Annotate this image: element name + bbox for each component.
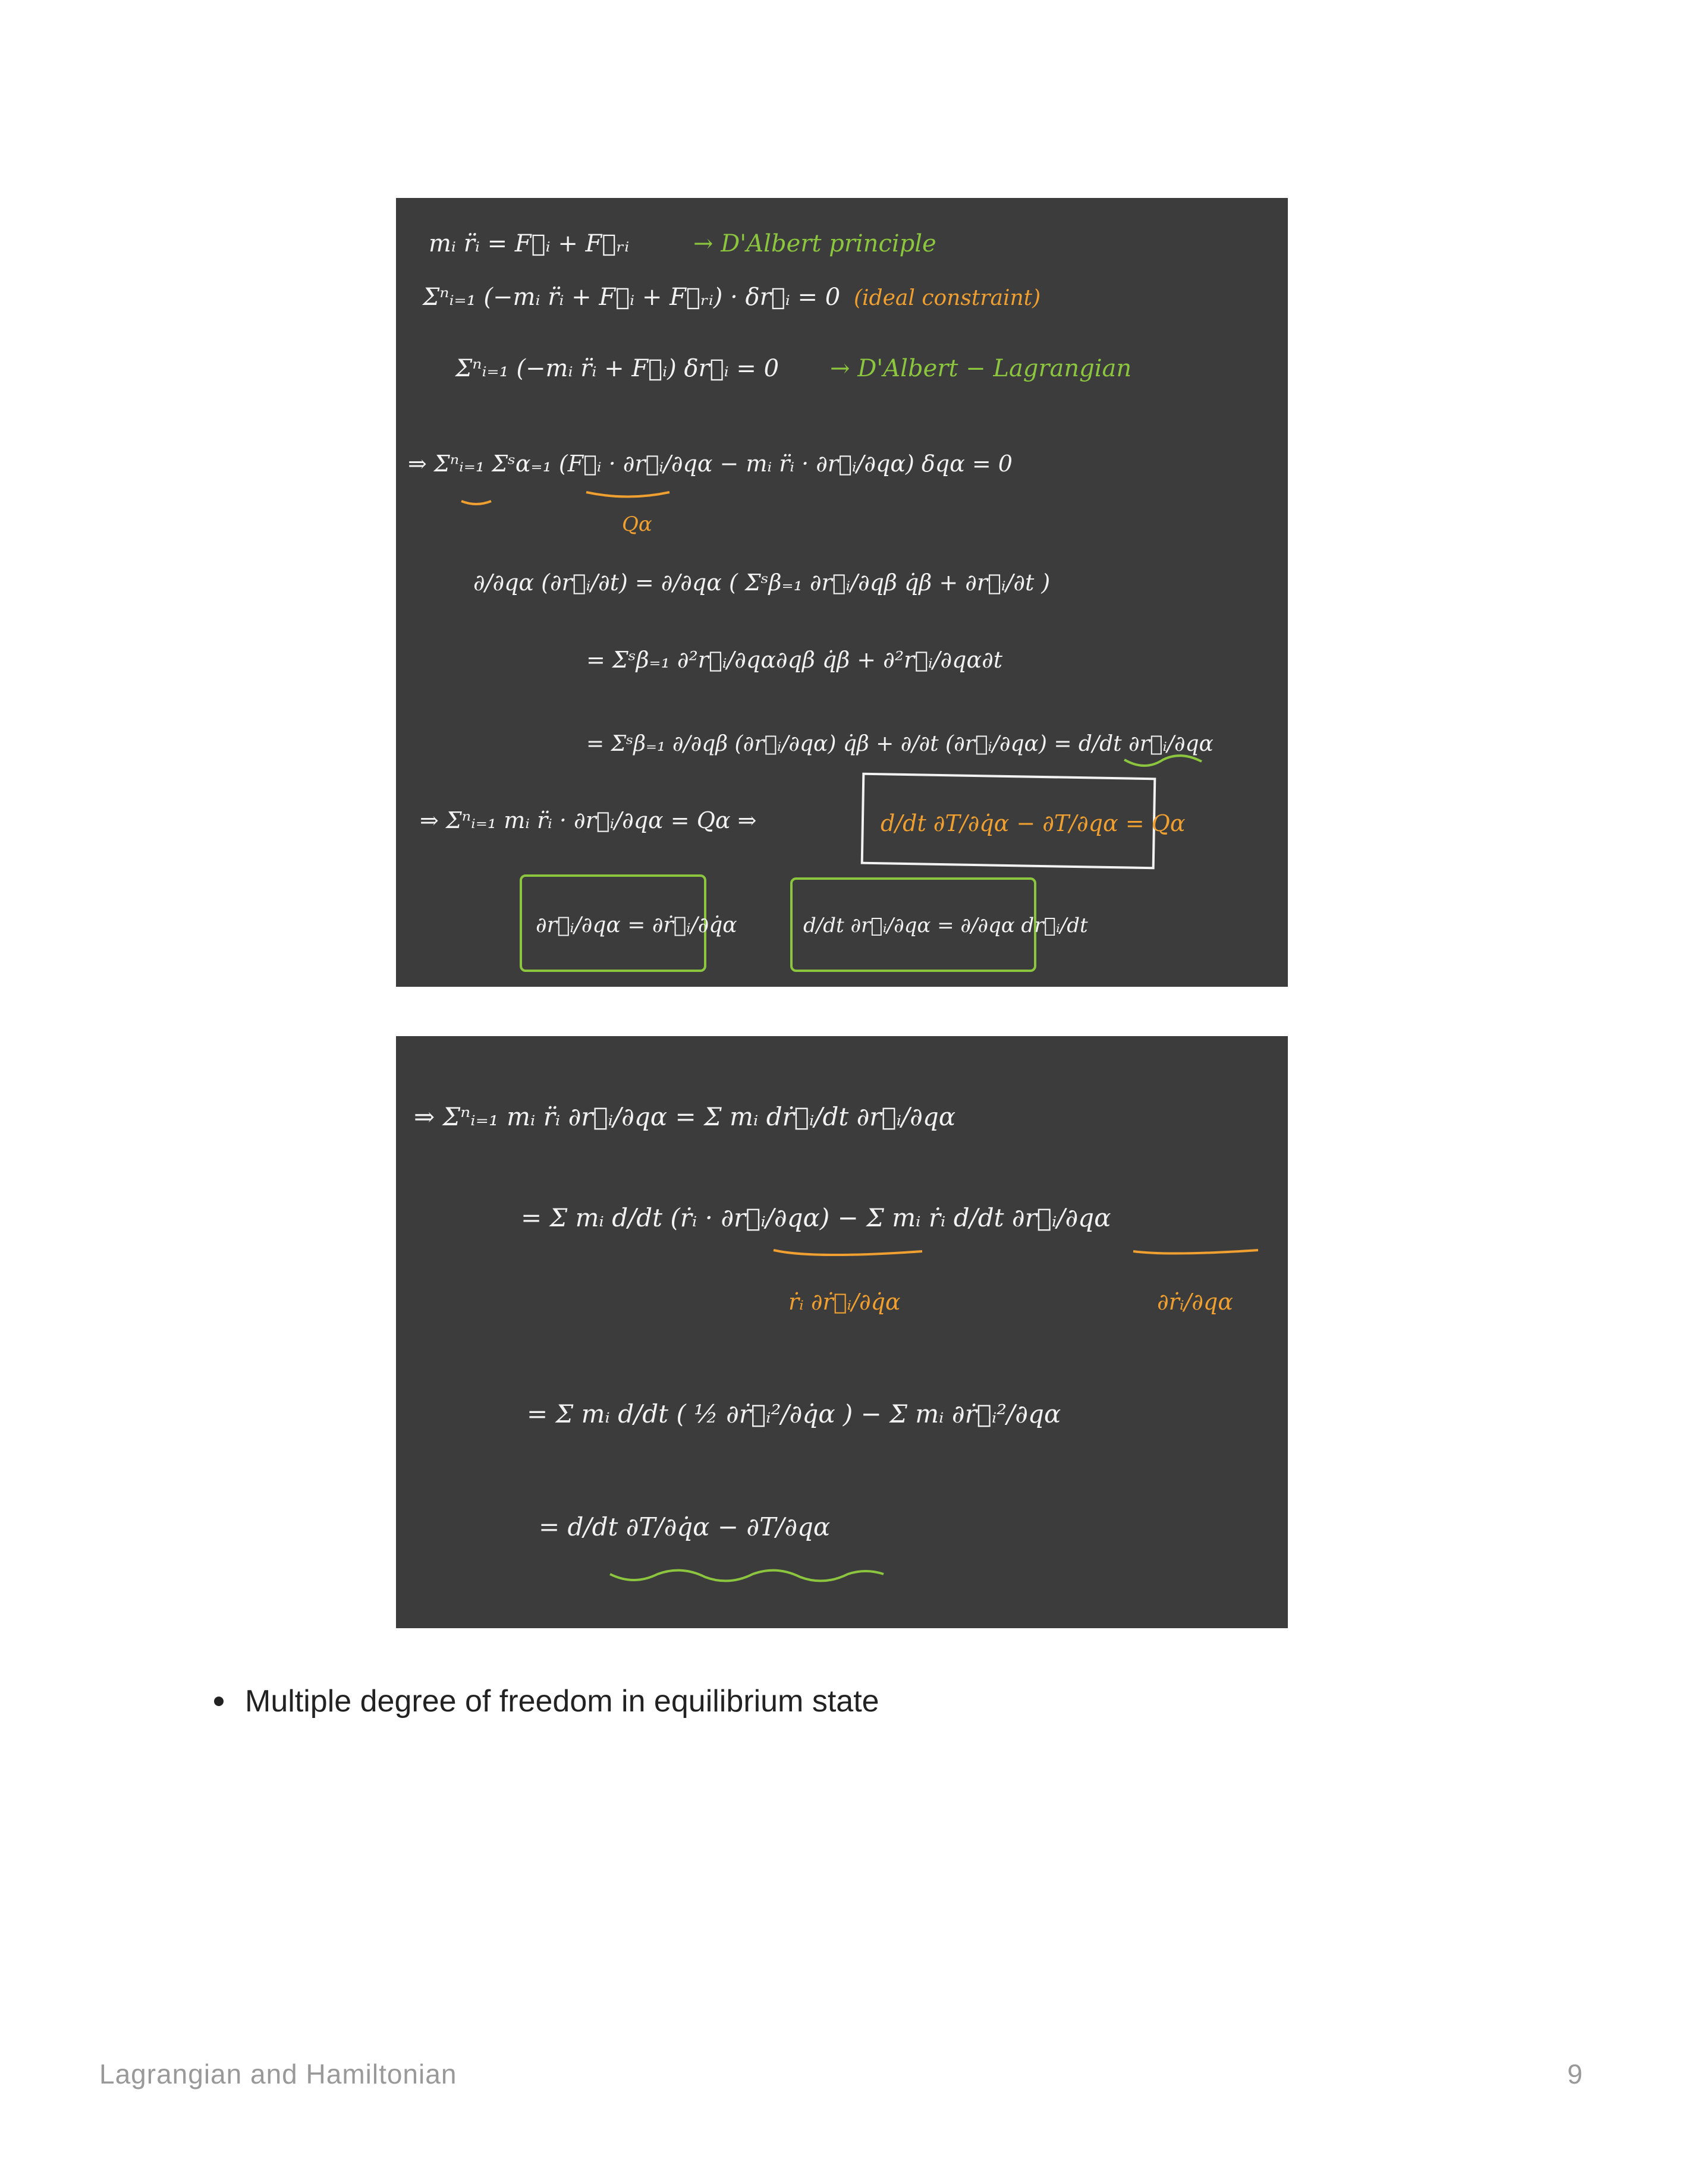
board1-line2: Σⁿᵢ₌₁ (−mᵢ r̈ᵢ + F⃗ᵢ + F⃗ᵣᵢ) · δr⃗ᵢ = 0 [423,284,841,311]
lecture-board-2 [396,1036,1288,1628]
board1-note1: → D'Albert principle [693,230,936,257]
board1-line5: ∂/∂qα (∂r⃗ᵢ/∂t) = ∂/∂qα ( Σˢβ₌₁ ∂r⃗ᵢ/∂qβ q̇β + ∂r⃗ᵢ/∂t ) [473,569,1051,596]
board1-line8: ⇒ Σⁿᵢ₌₁ mᵢ r̈ᵢ · ∂r⃗ᵢ/∂qα = Qα ⇒ [420,807,757,833]
bullet-dot-icon [214,1697,224,1706]
lecture-board-1 [396,198,1288,987]
board1-line1: mᵢ r̈ᵢ = F⃗ᵢ + F⃗ᵣᵢ [429,230,630,257]
footer-title: Lagrangian and Hamiltonian [99,2059,457,2089]
board1-note4: Qα [622,512,652,536]
board2-orange1: ṙᵢ ∂ṙ⃗ᵢ/∂q̇α [788,1289,901,1315]
board1-line6: = Σˢβ₌₁ ∂²r⃗ᵢ/∂qα∂qβ q̇β + ∂²r⃗ᵢ/∂qα∂t [586,647,1003,673]
board1-green-box2: d/dt ∂r⃗ᵢ/∂qα = ∂/∂qα dr⃗ᵢ/dt [803,914,1088,937]
board1-boxed-result: d/dt ∂T/∂q̇α − ∂T/∂qα = Qα [881,810,1186,836]
board1-line7: = Σˢβ₌₁ ∂/∂qβ (∂r⃗ᵢ/∂qα) q̇β + ∂/∂t (∂r⃗ᵢ/∂qα) = d/dt ∂r⃗ᵢ/∂qα [586,732,1214,756]
board2-line2: = Σ mᵢ d/dt (ṙᵢ · ∂r⃗ᵢ/∂qα) − Σ mᵢ ṙᵢ d/dt ∂r⃗ᵢ/∂qα [521,1203,1111,1232]
board2-orange2: ∂ṙᵢ/∂qα [1157,1289,1233,1315]
board1-line4: ⇒ Σⁿᵢ₌₁ Σˢα₌₁ (F⃗ᵢ · ∂r⃗ᵢ/∂qα − mᵢ r̈ᵢ · ∂r⃗ᵢ/∂qα) δqα = 0 [408,451,1013,477]
page-number: 9 [1567,2059,1583,2089]
board2-line3: = Σ mᵢ d/dt ( ½ ∂ṙ⃗ᵢ²/∂q̇α ) − Σ mᵢ ∂ṙ⃗ᵢ²/∂qα [527,1399,1061,1428]
bullet-item [214,1683,879,1719]
board2-line1: ⇒ Σⁿᵢ₌₁ mᵢ r̈ᵢ ∂r⃗ᵢ/∂qα = Σ mᵢ dṙ⃗ᵢ/dt ∂r⃗ᵢ/∂qα [414,1102,956,1131]
board1-line3: Σⁿᵢ₌₁ (−mᵢ r̈ᵢ + F⃗ᵢ) δr⃗ᵢ = 0 [455,355,779,382]
board1-note3: → D'Albert − Lagrangian [830,355,1132,382]
bullet-text: Multiple degree of freedom in equilibrium state [245,1684,879,1719]
board1-note2: (ideal constraint) [854,286,1041,310]
board2-line4: = d/dt ∂T/∂q̇α − ∂T/∂qα [539,1512,831,1541]
board1-green-box1: ∂r⃗ᵢ/∂qα = ∂ṙ⃗ᵢ/∂q̇α [536,913,737,937]
